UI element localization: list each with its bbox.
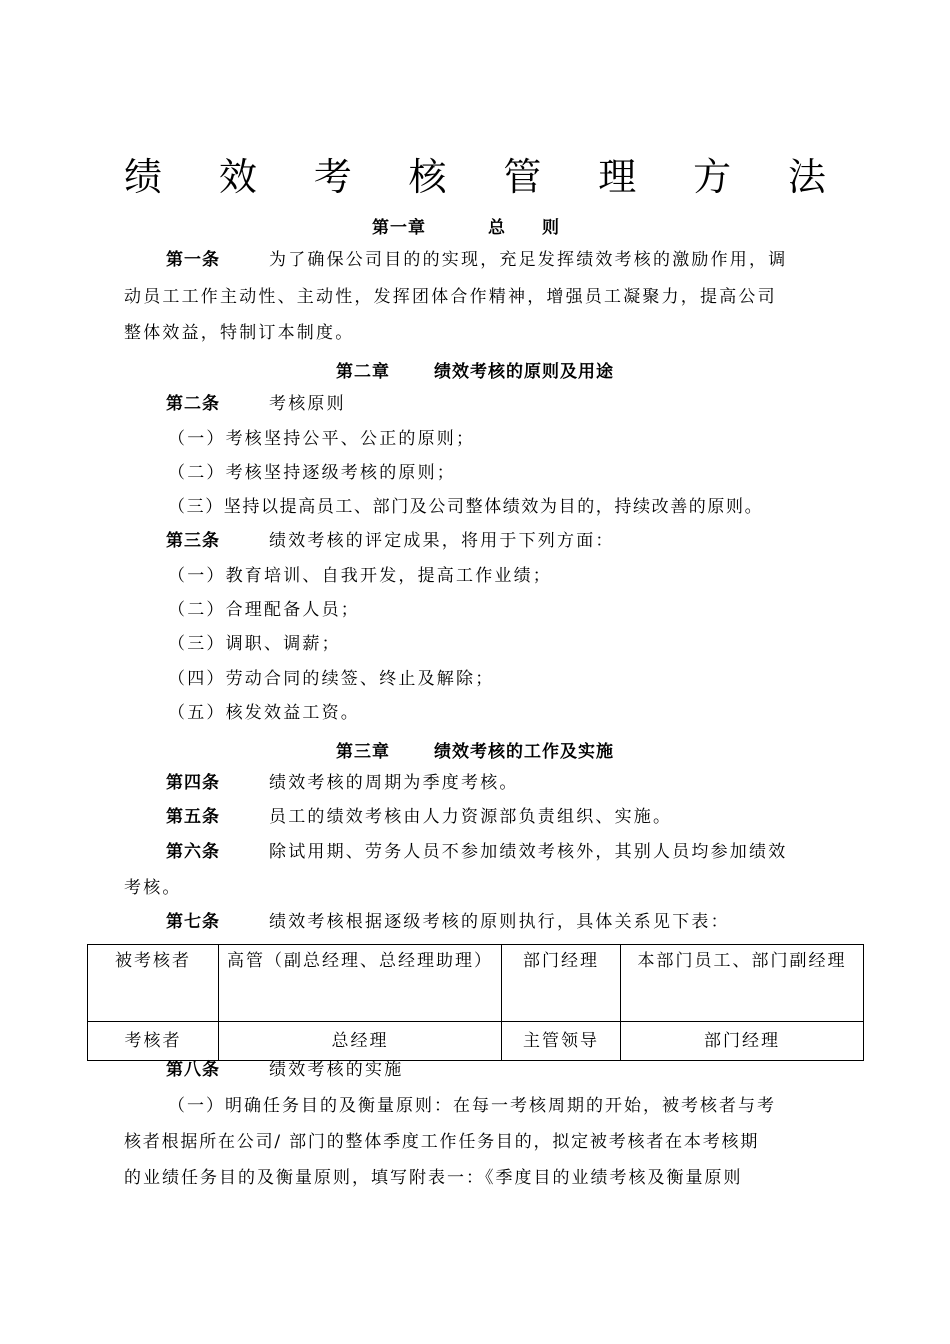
article-text: 考核原则 [269, 394, 346, 414]
article-6-line: 考核。 [124, 878, 182, 898]
title-char: 考 [313, 154, 352, 199]
chapter-3-heading [0, 737, 950, 762]
chapter-title: 绩效考核的工作及实施 [434, 742, 614, 762]
list-item: （二）考核坚持逐级考核的原则； [168, 463, 456, 483]
article-1-line: 动员工工作主动性、主动性，发挥团体合作精神，增强员工凝聚力，提高公司 [124, 287, 777, 307]
chapter-title-part: 则 [542, 218, 560, 238]
article-5-line [166, 805, 826, 829]
list-item: （一）考核坚持公平、公正的原则； [168, 429, 476, 449]
list-item: （一）教育培训、自我开发，提高工作业绩； [168, 566, 552, 586]
title-char: 核 [408, 154, 447, 199]
chapter-number: 第二章 [336, 362, 390, 382]
chapter-title-part: 总 [488, 218, 506, 238]
article-6-line [166, 840, 826, 864]
chapter-2-heading [0, 357, 950, 382]
table-row [88, 1022, 864, 1061]
article-text: 绩效考核的评定成果，将用于下列方面： [269, 531, 615, 551]
table-cell: 部门经理 [502, 945, 621, 1022]
list-item: （三）坚持以提高员工、部门及公司整体绩效为目的，持续改善的原则。 [168, 497, 764, 517]
article-1-line [166, 248, 826, 272]
paragraph-line: （一）明确任务目的及衡量原则：在每一考核周期的开始，被考核者与考 [168, 1096, 776, 1116]
article-4-line [166, 771, 826, 795]
article-label: 第八条 [166, 1060, 220, 1080]
chapter-title: 绩效考核的原则及用途 [434, 362, 614, 382]
list-item: （五）核发效益工资。 [168, 703, 360, 723]
table-cell: 高管（副总经理、总经理助理） [219, 945, 502, 1022]
list-item: （四）劳动合同的续签、终止及解除； [168, 669, 495, 689]
list-item: （三）调职、调薪； [168, 634, 341, 654]
article-8-line [166, 1058, 826, 1082]
article-label: 第七条 [166, 912, 220, 932]
article-label: 第四条 [166, 773, 220, 793]
chapter-1-heading [0, 213, 950, 238]
article-label: 第一条 [166, 250, 220, 270]
article-text: 员工的绩效考核由人力资源部负责组织、实施。 [269, 807, 673, 827]
chapter-number: 第三章 [336, 742, 390, 762]
title-char: 方 [693, 154, 732, 199]
article-text: 绩效考核根据逐级考核的原则执行，具体关系见下表： [269, 912, 730, 932]
article-1-line: 整体效益，特制订本制度。 [124, 323, 355, 343]
assessment-relationship-table [87, 944, 864, 1061]
table-cell: 主管领导 [502, 1022, 621, 1061]
article-text: 除试用期、劳务人员不参加绩效考核外，其别人员均参加绩效 [269, 842, 788, 862]
article-label: 第五条 [166, 807, 220, 827]
chapter-number: 第一章 [372, 218, 426, 238]
article-label: 第二条 [166, 394, 220, 414]
article-7-line [166, 910, 826, 934]
table-cell: 本部门员工、部门副经理 [621, 945, 864, 1022]
table-cell: 部门经理 [621, 1022, 864, 1061]
paragraph-line: 核者根据所在公司/ 部门的整体季度工作任务目的，拟定被考核者在本考核期 [124, 1132, 760, 1152]
title-char: 绩 [124, 154, 163, 199]
table-cell: 被考核者 [88, 945, 219, 1022]
article-label: 第六条 [166, 842, 220, 862]
article-text: 绩效考核的周期为季度考核。 [269, 773, 519, 793]
article-2-line [166, 392, 826, 416]
article-label: 第三条 [166, 531, 220, 551]
list-item: （二）合理配备人员； [168, 600, 360, 620]
paragraph-line: 的业绩任务目的及衡量原则，填写附表一：《季度目的业绩考核及衡量原则 [124, 1168, 743, 1188]
article-text: 绩效考核的实施 [269, 1060, 404, 1080]
title-char: 效 [218, 154, 257, 199]
title-char: 管 [503, 154, 542, 199]
document-title [124, 148, 826, 198]
article-text: 为了确保公司目的的实现，充足发挥绩效考核的激励作用，调 [269, 250, 788, 270]
title-char: 理 [598, 154, 637, 199]
article-3-line [166, 529, 826, 553]
table-cell: 考核者 [88, 1022, 219, 1061]
title-char: 法 [787, 154, 826, 199]
table-cell: 总经理 [219, 1022, 502, 1061]
table-row [88, 945, 864, 1022]
